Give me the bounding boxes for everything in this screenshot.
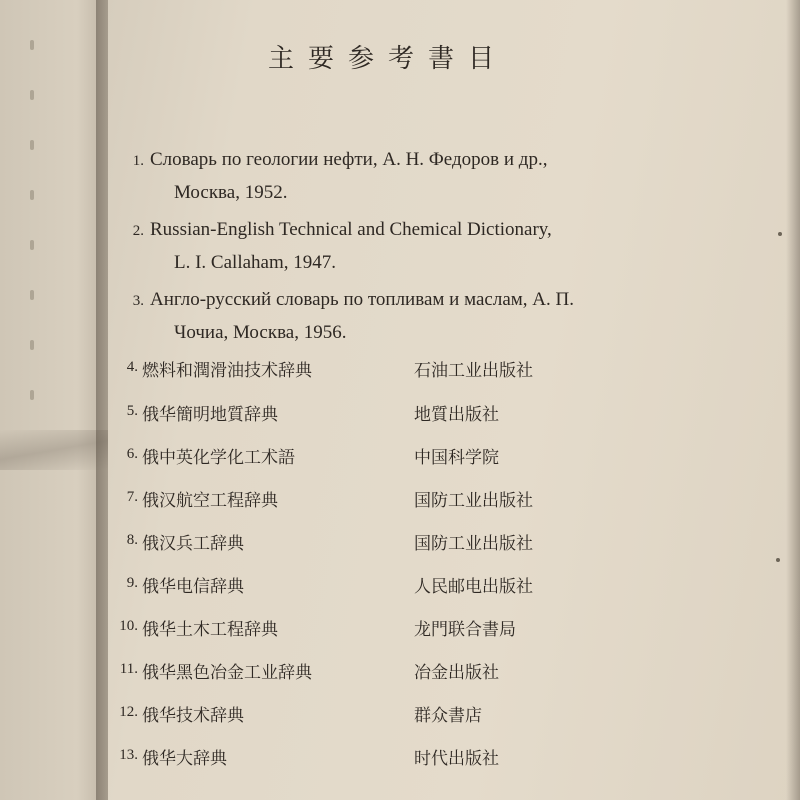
- binding-stitch: [30, 390, 34, 400]
- reference-number: 8.: [126, 532, 138, 548]
- reference-number: 11.: [119, 661, 138, 677]
- zh-reference-row: [108, 356, 768, 386]
- reference-number: 13.: [119, 747, 138, 763]
- reference-line: Чочиа, Москва, 1956.: [174, 322, 347, 343]
- reference-entry: [116, 144, 726, 209]
- zh-reference-row: [108, 701, 768, 731]
- binding-stitch: [30, 40, 34, 50]
- reference-line: Англо-русский словарь по топливам и маслам, А. П.: [150, 289, 574, 310]
- reference-line: Словарь по геологии нефти, А. Н. Федоров и др.,: [150, 149, 548, 170]
- book-page: [108, 0, 800, 800]
- reference-title: 俄华技术辞典: [142, 706, 244, 726]
- reference-entry: [116, 284, 726, 349]
- reference-publisher: 国防工业出版社: [414, 534, 533, 554]
- reference-publisher: 中国科学院: [414, 448, 499, 468]
- binding-stitch: [30, 290, 34, 300]
- reference-number: 12.: [119, 704, 138, 720]
- binding-stitch: [30, 240, 34, 250]
- reference-title: 俄华黑色冶金工业辞典: [142, 663, 312, 683]
- reference-title: 俄华大辞典: [142, 749, 227, 769]
- reference-number: 3.: [132, 293, 144, 309]
- paper-speck: [776, 558, 780, 562]
- reference-title: 俄华土木工程辞典: [142, 620, 278, 640]
- reference-publisher: 时代出版社: [414, 749, 499, 769]
- reference-title: 俄华电信辞典: [142, 577, 244, 597]
- reference-publisher: 龙門联合書局: [414, 620, 516, 640]
- reference-publisher: 人民邮电出版社: [414, 577, 533, 597]
- zh-reference-row: [108, 572, 768, 602]
- reference-publisher: 石油工业出版社: [414, 361, 533, 381]
- reference-line: Russian-English Technical and Chemical Dictionary,: [150, 219, 552, 240]
- reference-number: 2.: [132, 223, 144, 239]
- page-fold: [0, 430, 110, 470]
- binding-stitch: [30, 90, 34, 100]
- reference-line: Москва, 1952.: [174, 182, 288, 203]
- page-edge-shadow: [786, 0, 800, 800]
- binding-stitch: [30, 340, 34, 350]
- reference-number: 10.: [119, 618, 138, 634]
- reference-publisher: 群众書店: [414, 706, 482, 726]
- reference-line: L. I. Callaham, 1947.: [174, 252, 336, 273]
- zh-reference-row: [108, 400, 768, 430]
- zh-reference-row: [108, 658, 768, 688]
- zh-reference-row: [108, 529, 768, 559]
- reference-title: 俄中英化学化工术語: [142, 448, 295, 468]
- zh-reference-row: [108, 443, 768, 473]
- left-page: [0, 0, 110, 800]
- binding-stitch: [30, 140, 34, 150]
- page-title: 主要参考書目: [268, 44, 509, 74]
- reference-number: 7.: [126, 489, 138, 505]
- reference-title: 燃料和潤滑油技术辞典: [142, 361, 312, 381]
- binding-stitch: [30, 190, 34, 200]
- zh-reference-row: [108, 615, 768, 645]
- reference-publisher: 国防工业出版社: [414, 491, 533, 511]
- zh-reference-row: [108, 744, 768, 774]
- reference-publisher: 冶金出版社: [414, 663, 499, 683]
- reference-number: 4.: [126, 359, 138, 375]
- reference-number: 5.: [126, 403, 138, 419]
- zh-reference-row: [108, 486, 768, 516]
- reference-number: 6.: [126, 446, 138, 462]
- reference-entry: [116, 214, 726, 279]
- reference-number: 1.: [132, 153, 144, 169]
- reference-publisher: 地質出版社: [414, 405, 499, 425]
- reference-title: 俄华簡明地質辞典: [142, 405, 278, 425]
- reference-title: 俄汉航空工程辞典: [142, 491, 278, 511]
- paper-speck: [778, 232, 782, 236]
- reference-number: 9.: [126, 575, 138, 591]
- reference-title: 俄汉兵工辞典: [142, 534, 244, 554]
